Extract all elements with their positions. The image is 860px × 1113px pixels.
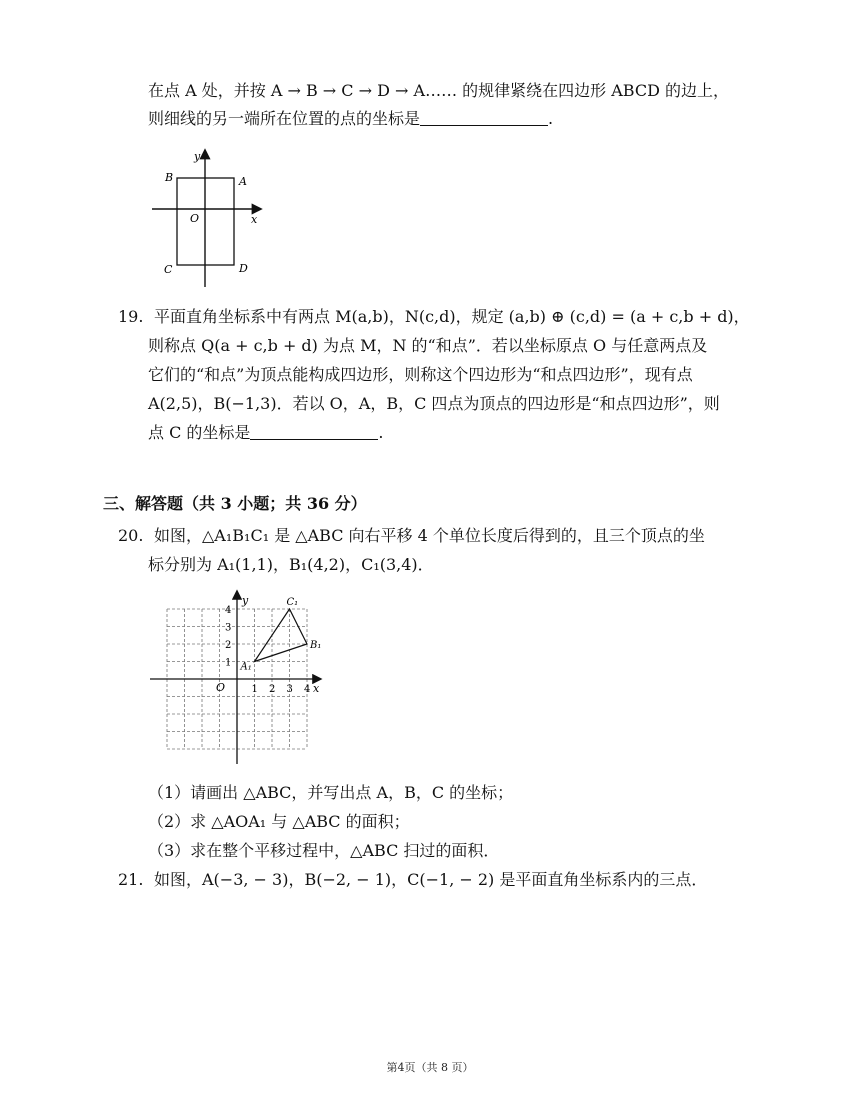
- q21-number: 21.: [118, 870, 144, 889]
- q20-sub3: （3）求在整个平移过程中，△ABC 扫过的面积．: [148, 841, 500, 860]
- q18-label-b: B: [165, 171, 174, 184]
- section-3-title: 三、解答题（共 3 小题；共 36 分）: [103, 494, 367, 513]
- q18-line1: 在点 A 处，并按 A → B → C → D → A…… 的规律紧绕在四边形 ABCD 的边上，: [148, 81, 730, 100]
- q20-y-tick-label: 1: [225, 657, 232, 669]
- q20-triangle-a1b1c1: [255, 609, 308, 662]
- q18-answer-blank[interactable]: [420, 125, 548, 126]
- q19-number: 19.: [118, 307, 144, 326]
- q20-x-tick-labels: [252, 684, 311, 695]
- q20-x-tick-label: 3: [286, 684, 293, 695]
- q20-figure: [150, 588, 330, 766]
- q19-line5: [148, 422, 384, 444]
- q19-line5-end: .: [378, 423, 384, 442]
- q19-line4: A(2,5)，B(−1,3)．若以 O，A，B，C 四点为顶点的四边形是“和点四边形”，则: [148, 394, 720, 413]
- q18-origin-label: O: [190, 212, 200, 225]
- q20-x-label: x: [313, 682, 320, 695]
- q19-line2: 则称点 Q(a + c,b + d) 为点 M，N 的“和点”．若以坐标原点 O 与任意两点及: [148, 336, 708, 355]
- q18-line2-end: .: [548, 109, 554, 128]
- q20-sub1: （1）请画出 △ABC，并写出点 A，B，C 的坐标；: [148, 783, 514, 802]
- q20-x-tick-label: 1: [251, 684, 258, 695]
- q20-x-tick-label: 4: [304, 684, 311, 695]
- q20-x-tick-label: 2: [269, 684, 276, 695]
- q20-y-label: y: [242, 594, 249, 607]
- q18-y-label: y: [194, 150, 201, 163]
- q20-origin-label: O: [216, 681, 226, 694]
- q20-number: 20.: [118, 526, 144, 545]
- q20-sub2: （2）求 △AOA₁ 与 △ABC 的面积；: [148, 812, 410, 831]
- q20-label-b1: B₁: [310, 640, 322, 651]
- q18-line2: [148, 108, 553, 130]
- q18-label-d: D: [239, 262, 248, 275]
- q19-line1: 平面直角坐标系中有两点 M(a,b)，N(c,d)，规定 (a,b) ⊕ (c,d) = (a + c,b + d)，: [154, 307, 750, 326]
- q20-label-a1: A₁: [240, 661, 252, 673]
- q20-label-c1: C₁: [286, 597, 299, 608]
- q18-label-a: A: [239, 175, 247, 188]
- page-footer: 第4页（共 8 页）: [386, 1061, 474, 1074]
- q19-line3: 它们的“和点”为顶点能构成四边形，则称这个四边形为“和点四边形”，现有点: [148, 365, 693, 384]
- q18-x-label: x: [251, 213, 258, 226]
- q20-y-tick-label: 4: [225, 605, 232, 616]
- q20-y-tick-label: 2: [225, 640, 232, 651]
- q19-answer-blank[interactable]: [250, 439, 378, 440]
- q19-line5-text: 点 C 的坐标是: [148, 423, 251, 442]
- q20-y-tick-labels: [225, 605, 231, 669]
- q18-line2-text: 则细线的另一端所在位置的点的坐标是: [148, 109, 421, 128]
- q20-line2: 标分别为 A₁(1,1)，B₁(4,2)，C₁(3,4)．: [148, 555, 434, 574]
- q21-line1: 如图，A(−3, − 3)，B(−2, − 1)，C(−1, − 2) 是平面直角坐标系内的三点．: [154, 870, 708, 889]
- q18-label-c: C: [164, 263, 173, 276]
- q20-y-tick-label: 3: [225, 622, 232, 634]
- q20-line1: 如图，△A₁B₁C₁ 是 △ABC 向右平移 4 个单位长度后得到的，且三个顶点的坐: [154, 526, 705, 545]
- q18-figure: [148, 145, 268, 290]
